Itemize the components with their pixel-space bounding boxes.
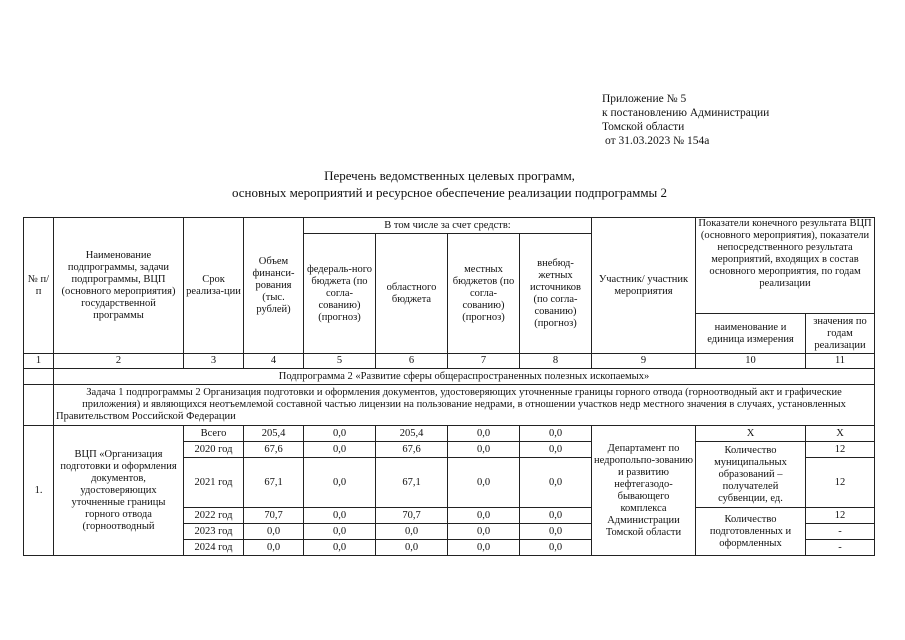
col-number: 2	[54, 354, 184, 369]
cell-term: 2023 год	[184, 524, 244, 540]
cell-local: 0,0	[448, 508, 520, 524]
cell-regional: 0,0	[376, 540, 448, 556]
title-line: Перечень ведомственных целевых программ,	[324, 168, 575, 183]
col-number: 11	[806, 354, 875, 369]
program-table	[23, 217, 875, 556]
cell-local: 0,0	[448, 540, 520, 556]
cell-offbudget: 0,0	[520, 524, 592, 540]
col-number: 10	[696, 354, 806, 369]
cell-term: 2021 год	[184, 458, 244, 508]
col-number: 1	[24, 354, 54, 369]
cell-offbudget: 0,0	[520, 442, 592, 458]
header-offbudget: внебюд-жетных источников (по согла-сованию) (прогноз)	[520, 234, 592, 354]
indicator-value: -	[806, 540, 875, 556]
cell-federal: 0,0	[304, 426, 376, 442]
header-participant: Участник/ участник мероприятия	[592, 218, 696, 354]
task-description: Задача 1 подпрограммы 2 Организация подготовки и оформления документов, удостоверяющих уточненные границы горного отвода (горноотводный акт и графические приложения) и являющихся неотъемлемой составной частью лицензии на пользование недрами, в отношении участков недр местного значения в случаях, установленных Правительством Российской Федерации	[54, 385, 875, 426]
cell-offbudget: 0,0	[520, 426, 592, 442]
cell-federal: 0,0	[304, 508, 376, 524]
header-regional: областного бюджета	[376, 234, 448, 354]
item-num: 1.	[24, 426, 54, 556]
cell-federal: 0,0	[304, 540, 376, 556]
cell-local: 0,0	[448, 458, 520, 508]
indicator-total-name: Х	[696, 426, 806, 442]
cell-local: 0,0	[448, 442, 520, 458]
cell-term: 2022 год	[184, 508, 244, 524]
header-term: Срок реализа-ции	[184, 218, 244, 354]
cell-regional: 67,6	[376, 442, 448, 458]
cell-regional: 67,1	[376, 458, 448, 508]
empty-cell	[24, 385, 54, 426]
col-number: 4	[244, 354, 304, 369]
col-number: 9	[592, 354, 696, 369]
cell-term: 2020 год	[184, 442, 244, 458]
header-num: № п/п	[24, 218, 54, 354]
cell-volume: 0,0	[244, 524, 304, 540]
cell-regional: 205,4	[376, 426, 448, 442]
indicator-name: Количество подготовленных и оформленных	[696, 508, 806, 556]
cell-volume: 67,6	[244, 442, 304, 458]
cell-volume: 205,4	[244, 426, 304, 442]
cell-term: 2024 год	[184, 540, 244, 556]
header-name: Наименование подпрограммы, задачи подпрограммы, ВЦП (основного мероприятия) государственной программы	[54, 218, 184, 354]
cell-federal: 0,0	[304, 458, 376, 508]
header-local: местных бюджетов (по согла-сованию) (прогноз)	[448, 234, 520, 354]
item-name: ВЦП «Организация подготовки и оформления документов, удостоверяющих уточненные границы горного отвода (горноотводный	[54, 426, 184, 556]
title-line: основных мероприятий и ресурсное обеспечение реализации подпрограммы 2	[231, 185, 668, 200]
header-ind-values: значения по годам реализации	[806, 314, 875, 354]
cell-volume: 0,0	[244, 540, 304, 556]
indicator-value: 12	[806, 458, 875, 508]
appendix-line: Томской области	[602, 121, 685, 133]
cell-federal: 0,0	[304, 442, 376, 458]
appendix-block	[602, 92, 769, 148]
cell-offbudget: 0,0	[520, 508, 592, 524]
empty-cell	[24, 369, 54, 385]
header-indicators-group: Показатели конечного результата ВЦП (основного мероприятия), показатели непосредственного результата мероприятий, входящих в состав основного мероприятия, по годам реализации	[696, 218, 875, 314]
header-federal: федераль-ного бюджета (по согла-сованию) (прогноз)	[304, 234, 376, 354]
cell-offbudget: 0,0	[520, 540, 592, 556]
cell-regional: 70,7	[376, 508, 448, 524]
appendix-line: Приложение № 5	[602, 93, 687, 105]
indicator-value: 12	[806, 508, 875, 524]
cell-volume: 67,1	[244, 458, 304, 508]
indicator-name: Количество муниципальных образований – получателей субвенции, ед.	[696, 442, 806, 508]
cell-offbudget: 0,0	[520, 458, 592, 508]
col-number: 8	[520, 354, 592, 369]
header-ind-name: наименование и единица измерения	[696, 314, 806, 354]
appendix-line: к постановлению Администрации	[602, 107, 770, 119]
appendix-line: от 31.03.2023 № 154а	[605, 135, 710, 147]
cell-term: Всего	[184, 426, 244, 442]
document-title	[0, 167, 905, 201]
col-number: 7	[448, 354, 520, 369]
header-volume: Объем финанси-рования (тыс. рублей)	[244, 218, 304, 354]
cell-federal: 0,0	[304, 524, 376, 540]
header-sources-group: В том числе за счет средств:	[304, 218, 592, 234]
cell-volume: 70,7	[244, 508, 304, 524]
subprogram-title: Подпрограмма 2 «Развитие сферы общераспространенных полезных ископаемых»	[54, 369, 875, 385]
col-number: 5	[304, 354, 376, 369]
cell-regional: 0,0	[376, 524, 448, 540]
cell-local: 0,0	[448, 426, 520, 442]
cell-local: 0,0	[448, 524, 520, 540]
indicator-total-value: Х	[806, 426, 875, 442]
table-row	[24, 426, 875, 442]
indicator-value: -	[806, 524, 875, 540]
indicator-value: 12	[806, 442, 875, 458]
item-participant: Департамент по недропольпо-зованию и развитию нефтегазодо-бывающего комплекса Администрации Томской области	[592, 426, 696, 556]
col-number: 6	[376, 354, 448, 369]
col-number: 3	[184, 354, 244, 369]
